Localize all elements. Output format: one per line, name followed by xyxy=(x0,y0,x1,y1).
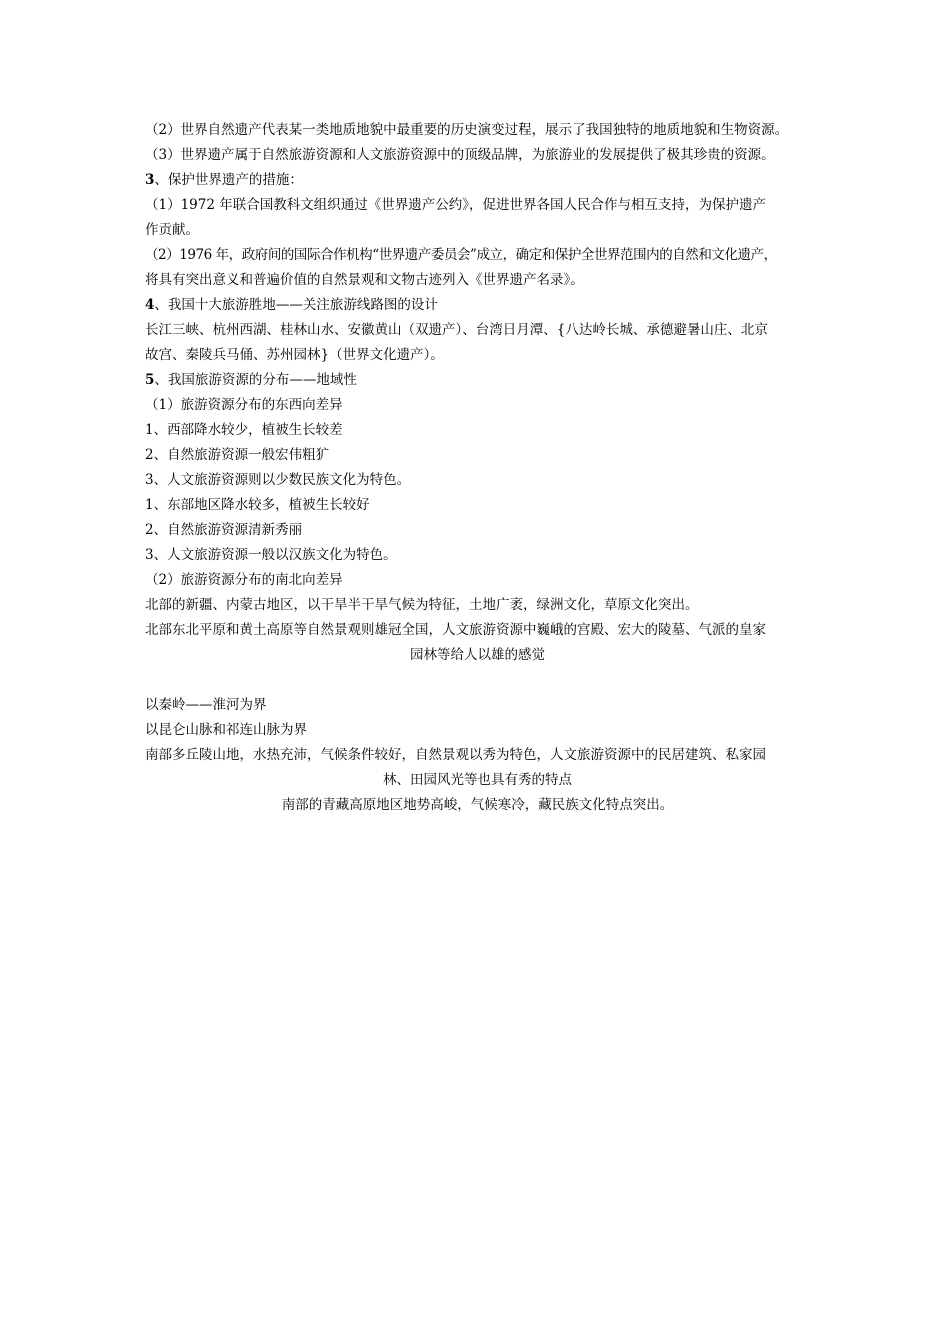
paragraph-north-xinjiang: 北部的新疆、内蒙古地区，以干旱半干旱气候为特征，土地广袤，绿洲文化，草原文化突出。 xyxy=(145,597,699,613)
heading-text: 、我国旅游资源的分布——地域性 xyxy=(154,372,357,388)
list-item-west-3: 3、人文旅游资源则以少数民族文化为特色。 xyxy=(145,472,411,488)
paragraph-sites-line1: 长江三峡、杭州西湖、桂林山水、安徽黄山（双遗产）、台湾日月潭、{八达岭长城、承德避暑山庄、北京 xyxy=(145,322,768,338)
paragraph-1972-line2: 作贡献。 xyxy=(145,222,199,238)
heading-number: 5 xyxy=(145,372,155,388)
heading-protection-measures xyxy=(145,168,810,193)
paragraph-1976-line2: 将具有突出意义和普遍价值的自然景观和文物古迹列入《世界遗产名录》。 xyxy=(145,272,584,288)
paragraph-sites-line2: 故宫、秦陵兵马俑、苏州园林}（世界文化遗产）。 xyxy=(145,347,444,363)
paragraph-1972-line1: （1）1972 年联合国教科文组织通过《世界遗产公约》，促进世界各国人民合作与相互支持，为保护遗产 xyxy=(145,197,766,213)
document-page xyxy=(145,118,810,818)
paragraph-heritage-brand: （3）世界遗产属于自然旅游资源和人文旅游资源中的顶级品牌，为旅游业的发展提供了极其珍贵的资源。 xyxy=(145,147,775,163)
subheading-east-west: （1）旅游资源分布的东西向差异 xyxy=(145,397,343,413)
heading-distribution xyxy=(145,368,810,393)
list-item-west-2: 2、自然旅游资源一般宏伟粗犷 xyxy=(145,447,330,463)
paragraph-natural-heritage: （2）世界自然遗产代表某一类地质地貌中最重要的历史演变过程，展示了我国独特的地质地貌和生物资源。 xyxy=(145,122,789,138)
boundary-kunlun: 以昆仑山脉和祁连山脉为界 xyxy=(145,722,307,738)
boundary-qinling: 以秦岭——淮河为界 xyxy=(145,697,267,713)
heading-text: 、我国十大旅游胜地——关注旅游线路图的设计 xyxy=(154,297,438,313)
list-item-west-1: 1、西部降水较少，植被生长较差 xyxy=(145,422,343,438)
heading-number: 3 xyxy=(145,172,155,188)
list-item-east-2: 2、自然旅游资源清新秀丽 xyxy=(145,522,303,538)
heading-top-ten-sites xyxy=(145,293,810,318)
paragraph-north-plains-line2: 园林等给人以雄的感觉 xyxy=(410,647,545,663)
subheading-north-south: （2）旅游资源分布的南北向差异 xyxy=(145,572,343,588)
list-item-east-3: 3、人文旅游资源一般以汉族文化为特色。 xyxy=(145,547,397,563)
paragraph-south-hills-line1: 南部多丘陵山地，水热充沛，气候条件较好，自然景观以秀为特色，人文旅游资源中的民居建筑、私家园 xyxy=(145,747,766,763)
spacer xyxy=(145,668,810,693)
list-item-east-1: 1、东部地区降水较多，植被生长较好 xyxy=(145,497,370,513)
paragraph-north-plains-line1: 北部东北平原和黄土高原等自然景观则雄冠全国，人文旅游资源中巍峨的宫殿、宏大的陵墓、气派的皇家 xyxy=(145,622,766,638)
heading-number: 4 xyxy=(145,297,155,313)
heading-text: 、保护世界遗产的措施： xyxy=(154,172,303,188)
paragraph-1976-line1: （2）1976 年，政府间的国际合作机构“世界遗产委员会”成立，确定和保护全世界范围内的自然和文化遗产， xyxy=(145,247,777,263)
paragraph-south-tibet: 南部的青藏高原地区地势高峻，气候寒冷，藏民族文化特点突出。 xyxy=(281,797,674,813)
paragraph-south-hills-line2: 林、田园风光等也具有秀的特点 xyxy=(383,772,572,788)
